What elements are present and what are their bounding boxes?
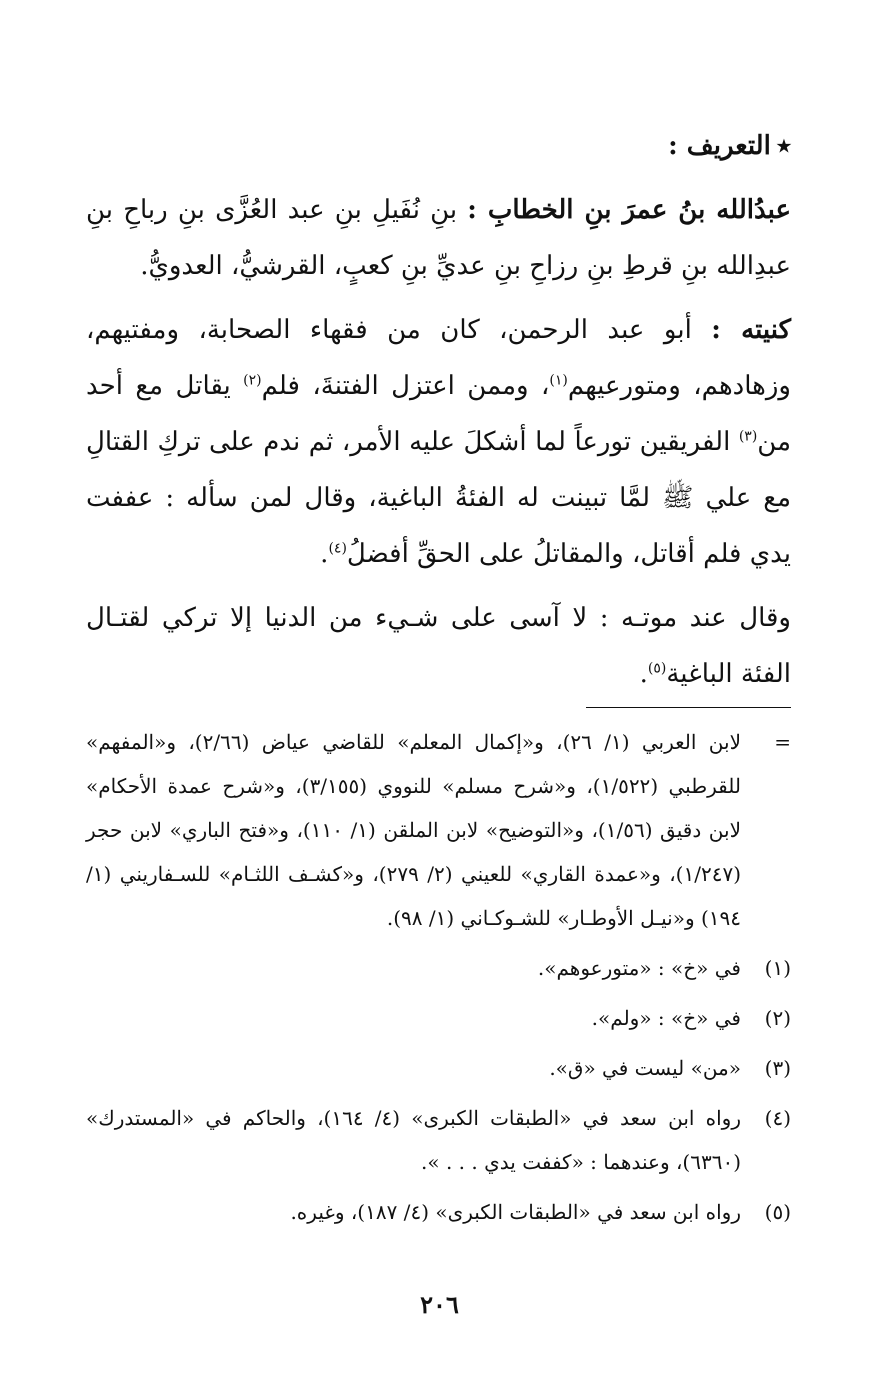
kunya-text-1: أبو عبد الرحمن، كان من فقهاء الصحابة، ومفتيهم، وزهادهم، ومتورعيهم bbox=[86, 315, 791, 401]
intro-paragraph bbox=[86, 182, 791, 294]
footnote-text: لابن العربي (١/ ٢٦)، و«إكمال المعلم» للقاضي عياض (٢/٦٦)، و«المفهم» للقرطبي (١/٥٢٢)، و«شرح مسلم» للنووي (٣/١٥٥)، و«شرح عمدة الأحكام» لابن دقيق (١/٥٦)، و«التوضيح» لابن الملقن (١/ ١١٠)، و«فتح الباري» لابن حجر (١/٢٤٧)، و«عمدة القاري» للعيني (٢/ ٢٧٩)، و«كشـف اللثـام» للسـفاريني (١/ ١٩٤) و«نيـل الأوطـار» للشـوكـاني (١/ ٩٨). bbox=[86, 730, 742, 930]
kunya-label: كنيته : bbox=[711, 315, 791, 345]
kunya-text-2: ، وممن اعتزل الفتنةَ، فلم bbox=[261, 371, 550, 401]
footnote-text: «من» ليست في «ق». bbox=[549, 1056, 741, 1080]
footnote-4 bbox=[86, 1096, 791, 1184]
footnote-number: (١) bbox=[764, 956, 791, 980]
star-bullet-icon: ٭ bbox=[776, 131, 791, 161]
kunya-text-5: . bbox=[320, 539, 329, 569]
footnotes-block bbox=[86, 720, 791, 1240]
footnote-5 bbox=[86, 1190, 791, 1234]
footnote-1 bbox=[86, 946, 791, 990]
footnote-number: (٢) bbox=[764, 1006, 791, 1030]
footnote-2 bbox=[86, 996, 791, 1040]
page-number: ٢٠٦ bbox=[420, 1290, 459, 1319]
footnote-3 bbox=[86, 1046, 791, 1090]
footnote-number: (٥) bbox=[764, 1200, 791, 1224]
kunya-text-3: يقاتل مع أحد من bbox=[86, 371, 791, 457]
heading-label: التعريف : bbox=[668, 131, 771, 161]
footnote-ref-2[interactable]: (٢) bbox=[243, 372, 262, 389]
footnote-ref-3[interactable]: (٣) bbox=[738, 428, 758, 445]
footnote-separator bbox=[586, 707, 791, 708]
kunya-paragraph bbox=[86, 302, 791, 582]
footnote-text: في «خ» : «ولم». bbox=[591, 1006, 741, 1030]
main-text-block bbox=[86, 118, 791, 702]
footnote-text: رواه ابن سعد في «الطبقات الكبرى» (٤/ ١٦٤)، والحاكم في «المستدرك» (٦٣٦٠)، وعندهما : «كففت يدي . . . ». bbox=[86, 1106, 741, 1174]
subject-name: عبدُالله بنُ عمرَ بنِ الخطابِ : bbox=[467, 195, 791, 225]
death-end: . bbox=[639, 659, 648, 689]
death-paragraph bbox=[86, 590, 791, 702]
kunya-text-4: الفريقين تورعاً لما أشكلَ عليه الأمر، ثم ندم على تركِ القتالِ مع علي ﷺ لمَّا تبينت له الفئةُ الباغية، وقال لمن سأله : عففت يدي فلم أقاتل، والمقاتلُ على الحقِّ أفضلُ bbox=[86, 427, 791, 569]
footnote-ref-4[interactable]: (٤) bbox=[328, 540, 347, 557]
footnote-ref-5[interactable]: (٥) bbox=[647, 660, 667, 677]
footnote-number: (٣) bbox=[764, 1056, 791, 1080]
death-text: وقال عند موتـه : لا آسى على شـيء من الدنيا إلا تركي لقتـال الفئة الباغية bbox=[86, 603, 791, 689]
footnote-number: (٤) bbox=[764, 1106, 791, 1130]
section-heading bbox=[86, 118, 791, 174]
footnote-text: في «خ» : «متورعوهم». bbox=[537, 956, 741, 980]
footnote-number: = bbox=[774, 730, 791, 754]
footnote-ref-1[interactable]: (١) bbox=[549, 372, 568, 389]
footnote-text: رواه ابن سعد في «الطبقات الكبرى» (٤/ ١٨٧)، وغيره. bbox=[290, 1200, 741, 1224]
subject-lineage: بنِ نُفَيلِ بنِ عبد العُزَّى بنِ رباحِ بنِ عبدِالله بنِ قرطِ بنِ رزاحِ بنِ عديِّ بنِ كعبٍ، القرشيُّ، العدويُّ. bbox=[86, 195, 791, 281]
footnote-continuation bbox=[86, 720, 791, 940]
